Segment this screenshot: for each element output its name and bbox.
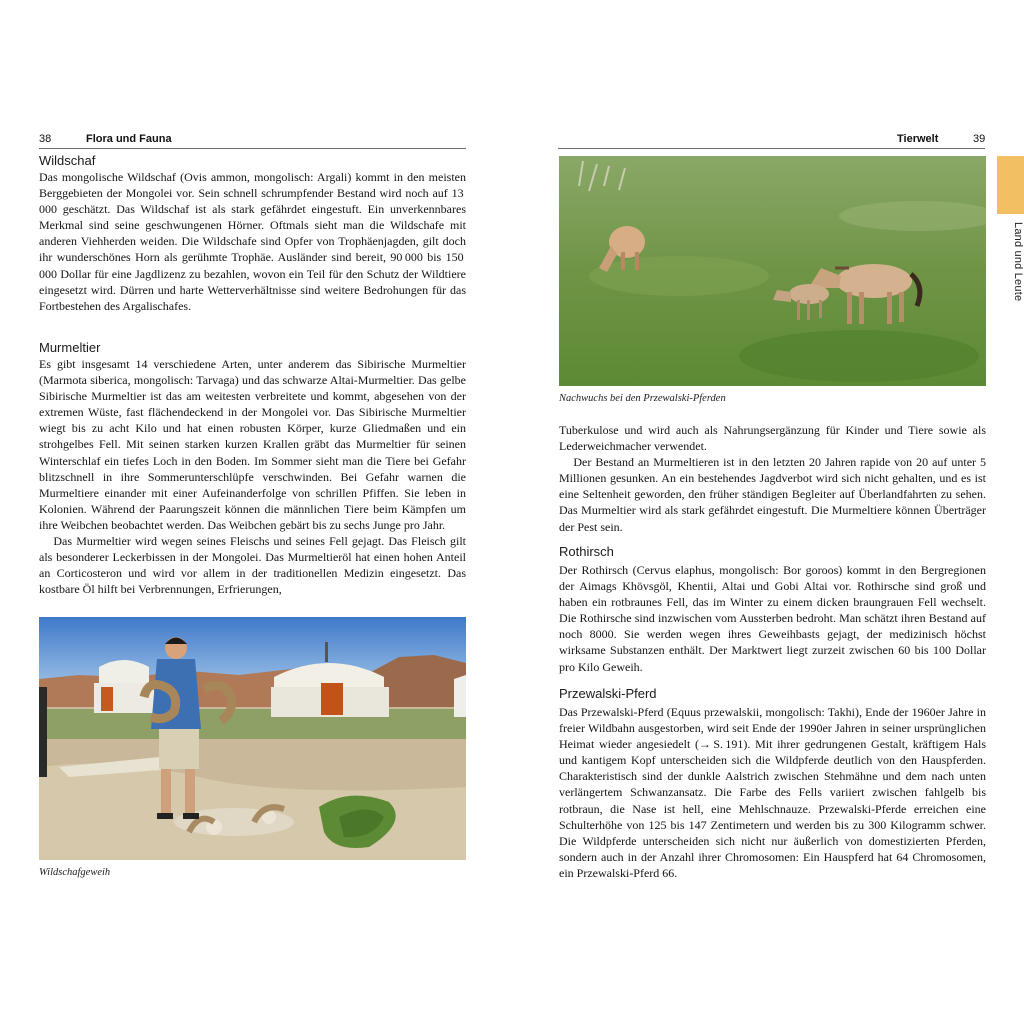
header-rule-left [39,148,466,149]
section-heading-rothirsch: Rothirsch [559,544,614,559]
body-text-murmeltier-continued [559,422,986,535]
paragraph: Das Murmeltier wird wegen seines Fleischs und seines Fell gejagt. Das Fleisch gilt als besonderer Leckerbissen in der Mongolei. Das Murmeltieröl hat einen hohen Anteil an Corticosteron und wird vor allem in der traditionellen Medizin eingesetzt. Das kostbare Öl hilft bei Verbrennungen, Erfrierungen, [39,534,466,597]
paragraph: Der Bestand an Murmeltieren ist in den letzten 20 Jahren rapide von 20 auf unter 5 Millionen gesunken. An ein bestehendes Jagdverbot wird sich nicht gehalten, und es ist eine Seltenheit geworden, den früher ständigen Begleiter auf Überlandfahrten zu sehen. Das Murmeltier wird als stark gefährdet eingestuft. Die Murmeltiere können Überträger der Pest sein. [559,455,986,534]
running-title-right: Tierwelt [897,133,939,145]
chapter-side-tab [997,156,1024,214]
paragraph: Das Przewalski-Pferd (Equus przewalskii, mongolisch: Takhi), Ende der 1960er Jahre in freier Wildbahn ausgestorben, wird seit Ende der 1990er Jahren in seiner ursprünglichen Heimat wieder angesiedelt (→ S. 191). Mit ihrer gedrungenen Gestalt, kräftigem Hals und kantigem Kopf unterscheiden sich die Wildpferde deutlich von den Hauspferden. Charakteristisch sind der dunkle Aalstrich zwischen Stehmähne und dem nach unten verlängertem Schwanzansatz. Die Farbe des Fells variiert zwischen fahlgelb bis rotbraun, die Nase ist hell, eine Mehlschnauze. Przewalski-Pferde erreichen eine Schulterhöhe von 125 bis 147 Zentimetern und werden bis zu 300 Kilogramm schwer. Die Wildpferde unterscheiden sich nicht nur äußerlich von domestizierten Pferden, sondern auch in der Anzahl ihrer Chromosomen: Ein Hauspferd hat 64 Chromosomen, ein Przewalski-Pferd 66. [559,705,986,880]
body-text-rothirsch [559,562,986,675]
paragraph: Es gibt insgesamt 14 verschiedene Arten, unter anderem das Sibirische Murmeltier (Marmota siberica, mongolisch: Tarvaga) und das schwarze Altai-Murmeltier. Das gelbe Sibirische Murmeltier ist das am weitesten verbreitete und kommt, abgesehen von der extremen Wüste, fast flächendeckend in der Mongolei vor. Das Sibirische Murmeltier wiegt bis zu acht Kilo und hat einen robusten Körper, kurze Gliedmaßen und ein strohgelbes Fell. Mit seinen starken kurzen Krallen gräbt das Murmeltier für seinen Winterschlaf ein tiefes Loch in den Boden. Im Sommer sieht man die Tiere bei Gefahr blitzschnell in ihre Sommerunterschlüpfe verschwinden. Bei Gefahr warnen die Murmeltiere einander mit einer Aufeinanderfolge von schrillen Pfiffen. Sie leben in Kolonien. Während der Paarungszeit können die männlichen Tiere beim Kämpfen um ihre Weibchen beobachtet werden. Das Weibchen gebärt bis zu sechs Junge pro Jahr. [39,357,466,532]
page-number-right: 39 [973,133,986,145]
page-number-left: 38 [39,133,52,145]
right-page [512,0,1024,1024]
photo-przewalski-pferde [559,156,986,386]
body-text-wildschaf [39,169,466,314]
running-title-left: Flora und Fauna [86,133,172,145]
chapter-side-label: Land und Leute [1012,222,1024,302]
paragraph: Tuberkulose und wird auch als Nahrungsergänzung für Kinder und Tiere sowie als Lederweichmacher verwendet. [559,423,986,454]
paragraph: Das mongolische Wildschaf (Ovis ammon, mongolisch: Argali) kommt in den meisten Berggebieten der Mongolei vor. Sein schnell schrumpfender Bestand wird noch auf 13 000 geschätzt. Das Wildschaf ist als stark gefährdet eingestuft. Ein unverkennbares Merkmal sind seine geschwungenen Hörner. Oftmals sieht man die Wildschafe mit anderen Viehherden weiden. Die Wildschafe sind Opfer von Trophäenjagden, gilt doch ihr wunderschönes Horn als gerühmte Trophäe. Ausländer sind bereit, 90 000 bis 150 000 Dollar für eine Jagdlizenz zu bezahlen, wovon ein Teil für den Schutz der Wildtiere eingesetzt wird. Dürren und harte Wetterverhältnisse sind weitere Bedrohungen für das Fortbestehen des Argalischafes. [39,170,466,313]
section-heading-przewalski-pferd: Przewalski-Pferd [559,686,657,701]
photo-caption-left: Wildschafgeweih [39,867,111,878]
photo-wildschafgeweih [39,617,466,860]
photo-caption-right: Nachwuchs bei den Przewalski-Pferden [559,393,726,404]
body-text-przewalski-pferd [559,704,986,881]
section-heading-wildschaf: Wildschaf [39,153,96,168]
body-text-murmeltier [39,356,466,597]
section-heading-murmeltier: Murmeltier [39,340,101,355]
paragraph: Der Rothirsch (Cervus elaphus, mongolisch: Bor goroos) kommt in den Bergregionen der Aimags Khövsgöl, Khentii, Altai und Gobi Altai vor. Rothirsche sind groß und haben ein rotbraunes Fell, das im Winter zu einem dicken braungrauen Fell wechselt. Die Rothirsche sind inzwischen vom Aussterben bedroht. Man schätzt ihren Bestand auf noch 8000. Sie werden wegen ihres Geweihbasts gejagt, der medizinisch höchst wirksame Substanzen enthält. Der Marktwert liegt zurzeit zwischen 60 bis 100 Dollar pro Kilo Geweih. [559,563,986,674]
header-rule-right [558,148,985,149]
